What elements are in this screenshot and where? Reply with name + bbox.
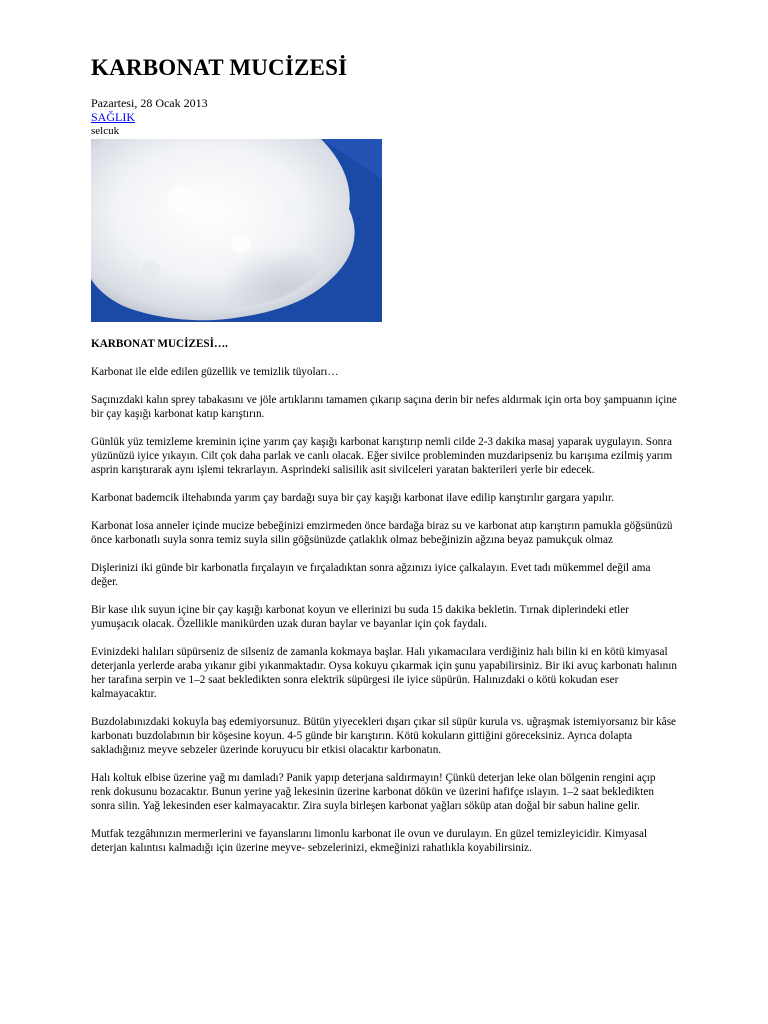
category-link[interactable]: SAĞLIK	[91, 110, 135, 124]
post-date: Pazartesi, 28 Ocak 2013	[91, 96, 208, 110]
paragraph: Karbonat losa anneler içinde mucize bebeğinizi emzirmeden önce bardağa biraz su ve karbonat atıp karıştırın pamukla göğsünüzü önce karbonatlı suyla sonra temiz suyla silin göğsünüzde çatlaklık olmaz bebeğinizin ağzına beyaz pamukçuk olmaz	[91, 520, 673, 546]
paragraph: Halı koltuk elbise üzerine yağ mı damladı? Panik yapıp deterjana saldırmayın! Çünkü deterjan leke olan bölgenin rengini açıp renk dokusunu bozacaktır. Bunun yerine yağ lekesinin üzerine karbonat dökün ve üzerini hafifçe ıslayın. 1–2 saat bekledikten sonra silin. Yağ lekesinden eser kalmayacaktır. Zira suyla birleşen karbonat yağları söküp atan doğal bir sabun haline gelir.	[91, 772, 656, 812]
paragraph: Bir kase ılık suyun içine bir çay kaşığı karbonat koyun ve ellerinizi bu suda 15 dakika bekletin. Tırnak diplerindeki etler yumuşacık olacak. Özellikle manikürden uzak duran baylar ve bayanlar için çok faydalı.	[91, 604, 629, 630]
article-body	[91, 337, 678, 855]
article-subtitle: KARBONAT MUCİZESİ….	[91, 338, 228, 350]
paragraph: Mutfak tezgâhınızın mermerlerini ve fayanslarını limonlu karbonat ile ovun ve durulayın. En güzel temizleyicidir. Kimyasal deterjan kalıntısı kalmadığı için üzerine meyve- sebzelerinizi, ekmeğinizi rahatlıkla koyabilirsiniz.	[91, 828, 648, 854]
paragraph: Buzdolabınızdaki kokuyla baş edemiyorsunuz. Bütün yiyecekleri dışarı çıkar sil süpür kurula vs. uğraşmak istemiyorsanız bir kâse karbonatı buzdolabının bir köşesine koyun. 4-5 günde bir karıştırın. Kötü kokuların gittiğini göreceksiniz. Ayrıca dolapta sakladığınız meyve sebzeler üzerinde koruyucu bir etkisi olacaktır karbonatın.	[91, 716, 677, 756]
post-author: selcuk	[91, 125, 120, 137]
post-title: KARBONAT MUCİZESİ	[91, 55, 348, 80]
baking-soda-photo	[91, 139, 382, 322]
paragraph: Karbonat bademcik iltehabında yarım çay bardağı suya bir çay kaşığı karbonat ilave edilip karıştırılır gargara yapılır.	[91, 492, 614, 504]
post-meta	[91, 96, 678, 138]
paragraph: Günlük yüz temizleme kreminin içine yarım çay kaşığı karbonat karıştırıp nemli cilde 2-3 dakika masaj yaparak uygulayın. Sonra yüzünüzü iyice yıkayın. Cilt çok daha parlak ve canlı olacak. Eğer sivilce probleminden muzdaripseniz bu karışıma ezilmiş yarım asprin karıştırarak aynı işlemi tekrarlayın. Asprindeki salisilik asit sivilceleri yaratan bakterileri yerle bir edecek.	[91, 436, 673, 476]
paragraph: Evinizdeki halıları süpürseniz de silseniz de zamanla kokmaya başlar. Halı yıkamacılara verdiğiniz halı bilin ki en kötü kimyasal deterjanla yerlerde araba yıkanır gibi yıkanmaktadır. Oysa kokuyu çıkarmak için şunu yapabilirsiniz. Bir iki avuç karbonatı halının her tarafına serpin ve 1–2 saat bekledikten sonra elektrik süpürgesi ile iyice süpürün. Halınızdaki o kötü kokudan eser kalmayacaktır.	[91, 646, 677, 700]
paragraph: Dişlerinizi iki günde bir karbonatla fırçalayın ve fırçaladıktan sonra ağzınızı iyice çalkalayın. Evet tadı mükemmel değil ama değer.	[91, 562, 651, 588]
paragraph: Saçınızdaki kalın sprey tabakasını ve jöle artıklarını tamamen çıkarıp saçına derin bir nefes aldırmak için orta boy şampuanın içine bir çay kaşığı karbonat katıp karıştırın.	[91, 394, 677, 420]
paragraph: Karbonat ile elde edilen güzellik ve temizlik tüyoları…	[91, 366, 339, 378]
